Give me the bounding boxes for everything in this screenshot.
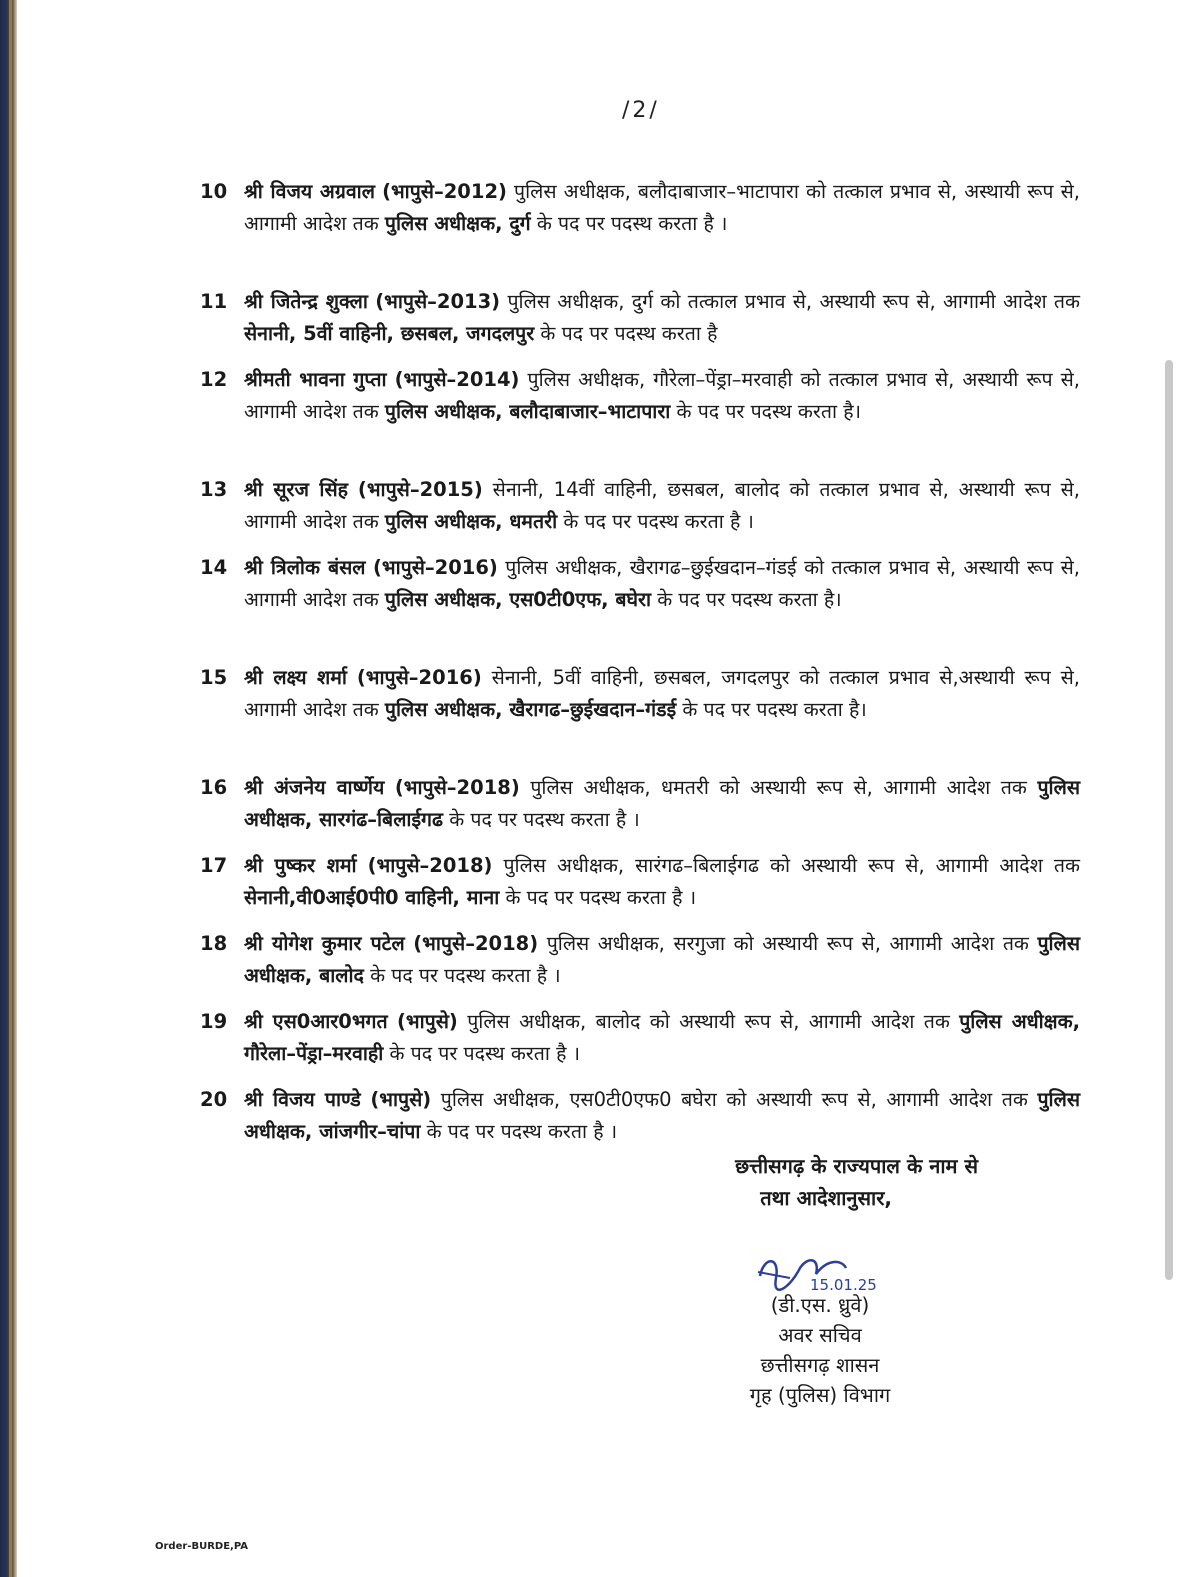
new-post: सेनानी, 5वीं वाहिनी, छसबल, जगदलपुर (244, 322, 535, 345)
service-batch: (भापुसे–2018) (367, 854, 493, 877)
order-text: पुलिस अधीक्षक, सारंगढ–बिलाईगढ को अस्थायी रूप से, आगामी आदेश तक (492, 854, 1080, 877)
order-number: 11 (200, 290, 228, 313)
officer-name: श्री पुष्कर शर्मा (244, 854, 357, 877)
footer-code: Order-BURDE,PA (155, 1541, 248, 1552)
order-text-end: के पद पर पदस्थ करता है। (651, 588, 842, 611)
officer-name: श्री विजय अग्रवाल (244, 180, 375, 203)
signatory-name: (डी.एस. ध्रुवे) (770, 1293, 870, 1317)
order-text: पुलिस अधीक्षक, दुर्ग को तत्काल प्रभाव से, अस्थायी रूप से, आगामी आदेश तक (500, 290, 1081, 313)
order-number: 12 (200, 368, 228, 391)
order-text: पुलिस अधीक्षक, बलौदाबाजार–भाटापारा को तत्काल प्रभाव से, अस्थायी रूप से, आगामी आदेश तक (244, 180, 1080, 235)
transfer-orders-list (200, 176, 1080, 1162)
new-post: पुलिस अधीक्षक, खैरागढ–छुईखदान–गंडई (384, 698, 677, 721)
order-text-end: के पद पर पदस्थ करता है । (443, 808, 640, 831)
governor-line: छत्तीसगढ़ के राज्यपाल के नाम से (735, 1154, 978, 1178)
service-batch: (भापुसे–2016) (372, 556, 498, 579)
order-text-end: के पद पर पदस्थ करता है । (363, 964, 561, 987)
order-item (200, 176, 1080, 272)
binding-stripe (9, 0, 12, 1577)
new-post: पुलिस अधीक्षक, धमतरी (384, 510, 558, 533)
service-batch: (भापुसे–2013) (375, 290, 501, 313)
page-number: /2/ (622, 98, 660, 123)
order-text: सेनानी, 14वीं वाहिनी, छसबल, बालोद को तत्काल प्रभाव से, अस्थायी रूप से, आगामी आदेश तक (244, 478, 1081, 533)
signatory-designation: अवर सचिव (778, 1323, 862, 1347)
order-number: 19 (200, 1010, 228, 1033)
officer-name: श्री जितेन्द्र शुक्ला (244, 290, 368, 313)
service-batch: (भापुसे–2012) (382, 180, 507, 203)
order-item (200, 1084, 1080, 1148)
order-text-end: के पद पर पदस्थ करता है । (530, 212, 728, 235)
officer-name: श्री विजय पाण्डे (244, 1088, 361, 1111)
order-text-end: के पद पर पदस्थ करता है । (557, 510, 754, 533)
signatory-department: गृह (पुलिस) विभाग (749, 1383, 891, 1407)
officer-name: श्री एस0आर0भगत (244, 1010, 388, 1033)
service-batch: (भापुसे–2015) (357, 478, 483, 501)
officer-name: श्री लक्ष्य शर्मा (244, 666, 347, 689)
order-number: 14 (200, 556, 228, 579)
service-batch: (भापुसे–2018) (413, 932, 539, 955)
order-number: 16 (200, 776, 228, 799)
order-item (200, 474, 1080, 538)
order-text: सेनानी, 5वीं वाहिनी, छसबल, जगदलपुर को तत्काल प्रभाव से,अस्थायी रूप से, आगामी आदेश तक (244, 666, 1081, 721)
new-post: पुलिस अधीक्षक, बलौदाबाजार–भाटापारा (384, 400, 671, 423)
officer-name: श्रीमती भावना गुप्ता (244, 368, 387, 391)
new-post: पुलिस अधीक्षक, जांजगीर–चांपा (244, 1088, 1080, 1143)
new-post: पुलिस अधीक्षक, सारगंढ–बिलाईगढ (244, 776, 1081, 831)
new-post: पुलिस अधीक्षक, गौरेला–पेंड्रा–मरवाही (244, 1010, 1080, 1065)
scrollbar[interactable] (1165, 360, 1173, 1280)
order-item (200, 772, 1080, 836)
order-item (200, 286, 1080, 350)
order-text-end: के पद पर पदस्थ करता है (534, 322, 718, 345)
officer-name: श्री योगेश कुमार पटेल (244, 932, 405, 955)
order-text: पुलिस अधीक्षक, एस0टी0एफ0 बघेरा को अस्थायी रूप से, आगामी आदेश तक (431, 1088, 1038, 1111)
order-text-end: के पद पर पदस्थ करता है। (676, 698, 867, 721)
order-text: पुलिस अधीक्षक, बालोद को अस्थायी रूप से, आगामी आदेश तक (457, 1010, 960, 1033)
new-post: पुलिस अधीक्षक, एस0टी0एफ, बघेरा (384, 588, 651, 611)
new-post: पुलिस अधीक्षक, बालोद (244, 932, 1080, 987)
order-number: 13 (200, 478, 228, 501)
officer-details (740, 1290, 900, 1410)
order-text-end: के पद पर पदस्थ करता है। (670, 400, 861, 423)
service-batch: (भापुसे) (397, 1010, 458, 1033)
order-text: पुलिस अधीक्षक, गौरेला–पेंड्रा–मरवाही को तत्काल प्रभाव से, अस्थायी रूप से, आगामी आदेश तक (244, 368, 1081, 423)
scan-binding-edge (0, 0, 17, 1577)
order-item (200, 928, 1080, 992)
order-text: पुलिस अधीक्षक, सरगुजा को अस्थायी रूप से, आगामी आदेश तक (538, 932, 1038, 955)
order-number: 20 (200, 1088, 228, 1111)
officer-name: श्री अंजनेय वार्ष्णेय (244, 776, 385, 799)
order-item (200, 850, 1080, 914)
signatory-government: छत्तीसगढ़ शासन (760, 1353, 880, 1377)
order-number: 15 (200, 666, 228, 689)
order-text-end: के पद पर पदस्थ करता है । (383, 1042, 581, 1065)
order-item (200, 552, 1080, 648)
order-number: 18 (200, 932, 228, 955)
handwritten-signature (750, 1238, 900, 1298)
signature-date: 15.01.25 (810, 1276, 877, 1294)
new-post: सेनानी,वी0आई0पी0 वाहिनी, माना (244, 886, 500, 909)
service-batch: (भापुसे) (370, 1088, 432, 1111)
order-number: 17 (200, 854, 228, 877)
officer-name: श्री त्रिलोक बंसल (244, 556, 366, 579)
new-post: पुलिस अधीक्षक, दुर्ग (384, 212, 531, 235)
officer-name: श्री सूरज सिंह (244, 478, 349, 501)
order-item (200, 662, 1080, 758)
by-order-line: तथा आदेशानुसार, (760, 1186, 892, 1210)
order-text-end: के पद पर पदस्थ करता है । (499, 886, 697, 909)
signature-block (600, 1150, 1000, 1407)
order-text: पुलिस अधीक्षक, धमतरी को अस्थायी रूप से, आगामी आदेश तक (519, 776, 1038, 799)
service-batch: (भापुसे–2016) (356, 666, 482, 689)
order-number: 10 (200, 180, 228, 203)
order-text-end: के पद पर पदस्थ करता है । (420, 1120, 618, 1143)
service-batch: (भापुसे–2018) (394, 776, 520, 799)
order-text: पुलिस अधीक्षक, खैरागढ–छुईखदान–गंडई को तत्काल प्रभाव से, अस्थायी रूप से, आगामी आदेश तक (244, 556, 1080, 611)
service-batch: (भापुसे–2014) (394, 368, 520, 391)
order-item (200, 364, 1080, 460)
order-item (200, 1006, 1080, 1070)
